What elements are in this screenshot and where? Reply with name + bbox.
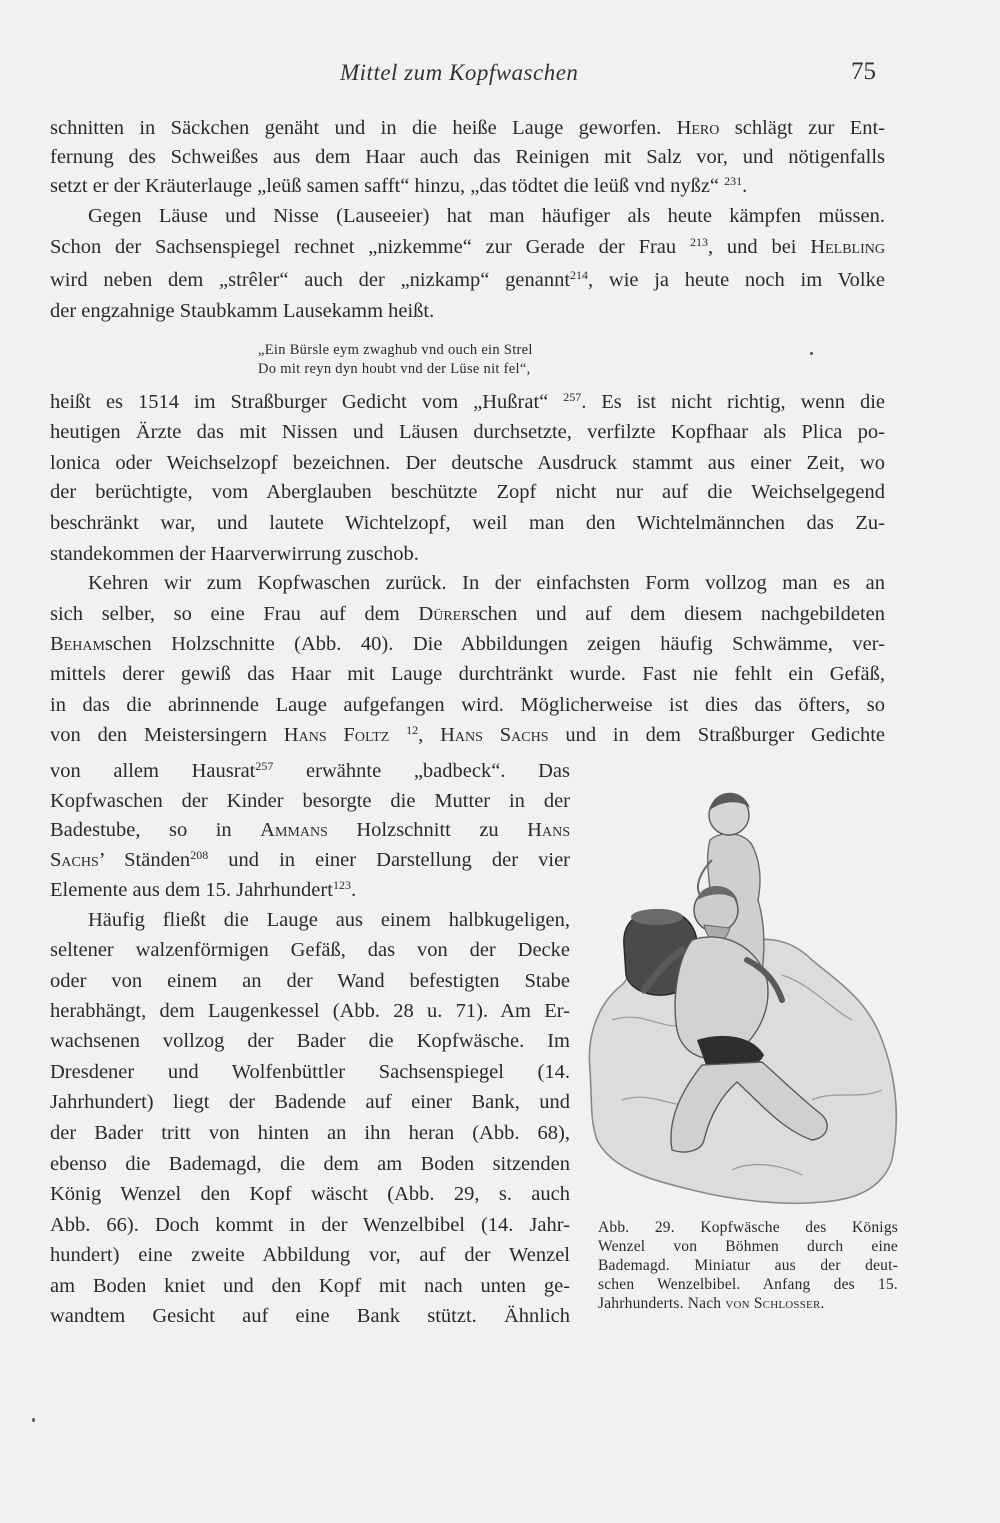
text-line: Kopfwaschen der Kinder besorgte die Mutter in der <box>50 790 570 812</box>
text-line: Dresdener und Wolfenbüttler Sachsenspiegel (14. <box>50 1061 570 1083</box>
text-line: mittels derer gewiß das Haar mit Lauge durchtränkt wurde. Fast nie fehlt ein Gefäß, <box>50 663 885 685</box>
miniature-illustration <box>582 770 902 1210</box>
text-line: fernung des Schweißes aus dem Haar auch das Reinigen mit Salz vor, und nötigenfalls <box>50 146 885 168</box>
running-title: Mittel zum Kopfwaschen <box>340 60 579 85</box>
text-line: herabhängt, dem Laugenkessel (Abb. 28 u. 71). Am Er- <box>50 1000 570 1022</box>
text-line: ebenso die Bademagd, die dem am Boden sitzenden <box>50 1153 570 1175</box>
page-number: 75 <box>851 58 876 85</box>
text-line: der Bader tritt von hinten an ihn heran (Abb. 68), <box>50 1122 570 1144</box>
text-line: Gegen Läuse und Nisse (Lauseeier) hat man häufiger als heute kämpfen müssen. <box>88 205 885 227</box>
text-line: wird neben dem „strêler“ auch der „nizkamp“ genannt$^{214}$, wie ja heute noch im Volke <box>50 268 885 291</box>
text-line: Sachs’ Ständen$^{208}$ und in einer Darstellung der vier <box>50 848 570 871</box>
text-line: beschränkt war, und lautete Wichtelzopf, weil man den Wichtelmännchen das Zu- <box>50 512 885 534</box>
figure-caption-line: Jahrhunderts. Nach von Schlosser. <box>598 1295 825 1312</box>
text-line: am Boden kniet und den Kopf mit nach unten ge- <box>50 1275 570 1297</box>
text-line: in das die abrinnende Lauge aufgefangen wird. Möglicherweise ist dies das öfters, so <box>50 694 885 716</box>
text-line: der engzahnige Staubkamm Lausekamm heißt. <box>50 300 435 322</box>
text-line: heißt es 1514 im Straßburger Gedicht vom „Hußrat“ $^{257}$. Es ist nicht richtig, wenn die <box>50 390 885 413</box>
figure-caption-line: Abb. 29. Kopfwäsche des Königs <box>598 1219 898 1236</box>
print-speck <box>32 1418 35 1422</box>
text-line: Jahrhundert) liegt der Badende auf einer Bank, und <box>50 1091 570 1113</box>
text-line: hundert) eine zweite Abbildung vor, auf der Wenzel <box>50 1244 570 1266</box>
text-line: Schon der Sachsenspiegel rechnet „nizkemme“ zur Gerade der Frau $^{213}$, und bei Helbling <box>50 235 885 258</box>
text-line: von den Meistersingern Hans Foltz $^{12}$, Hans Sachs und in dem Straßburger Gedichte <box>50 723 886 746</box>
text-line: Badestube, so in Ammans Holzschnitt zu Hans <box>50 819 570 841</box>
text-line: heutigen Ärzte das mit Nissen und Läusen durchsetzte, verfilzte Kopfhaar als Plica po- <box>50 421 885 443</box>
verse-line: „Ein Bürsle eym zwaghub vnd ouch ein Strel <box>258 342 533 358</box>
text-line: lonica oder Weichselzopf bezeichnen. Der deutsche Ausdruck stammt aus einer Zeit, wo <box>50 452 885 474</box>
text-line: wachsenen vollzog der Bader die Kopfwäsche. Im <box>50 1030 570 1052</box>
text-line: schnitten in Säckchen genäht und in die heiße Lauge geworfen. Hero schlägt zur Ent- <box>50 117 885 139</box>
text-line: König Wenzel den Kopf wäscht (Abb. 29, s. auch <box>50 1183 570 1205</box>
text-line: Kehren wir zum Kopfwaschen zurück. In der einfachsten Form vollzog man es an <box>88 572 885 594</box>
print-speck <box>810 352 813 355</box>
text-line: Abb. 66). Doch kommt in der Wenzelbibel (14. Jahr- <box>50 1214 570 1236</box>
figure-caption-line: Bademagd. Miniatur aus der deut- <box>598 1257 898 1274</box>
text-line: oder von einem an der Wand befestigten Stabe <box>50 970 570 992</box>
verse-line: Do mit reyn dyn houbt vnd der Lüse nit fel“, <box>258 361 531 377</box>
text-line: Behamschen Holzschnitte (Abb. 40). Die Abbildungen zeigen häufig Schwämme, ver- <box>50 633 885 655</box>
text-line: wandtem Gesicht auf eine Bank stützt. Ähnlich <box>50 1305 570 1327</box>
text-line: seltener walzenförmigen Gefäß, das von der Decke <box>50 939 570 961</box>
figure-caption-line: schen Wenzelbibel. Anfang des 15. <box>598 1276 898 1293</box>
text-line: setzt er der Kräuterlauge „leüß samen safft“ hinzu, „das tödtet die leüß vnd nyßz“ $^{231}$. <box>50 174 748 197</box>
text-line: sich selber, so eine Frau auf dem Dürerschen und auf dem diesem nachgebildeten <box>50 603 885 625</box>
text-line: von allem Hausrat$^{257}$ erwähnte „badbeck“. Das <box>50 759 570 782</box>
text-line: Elemente aus dem 15. Jahrhundert$^{123}$. <box>50 878 357 901</box>
text-line: Häufig fließt die Lauge aus einem halbkugeligen, <box>88 909 570 931</box>
text-line: der berüchtigte, vom Aberglauben beschützte Zopf nicht nur auf die Weichselgegend <box>50 481 885 503</box>
figure-caption-line: Wenzel von Böhmen durch eine <box>598 1238 898 1255</box>
text-line: standekommen der Haarverwirrung zuschob. <box>50 543 419 565</box>
